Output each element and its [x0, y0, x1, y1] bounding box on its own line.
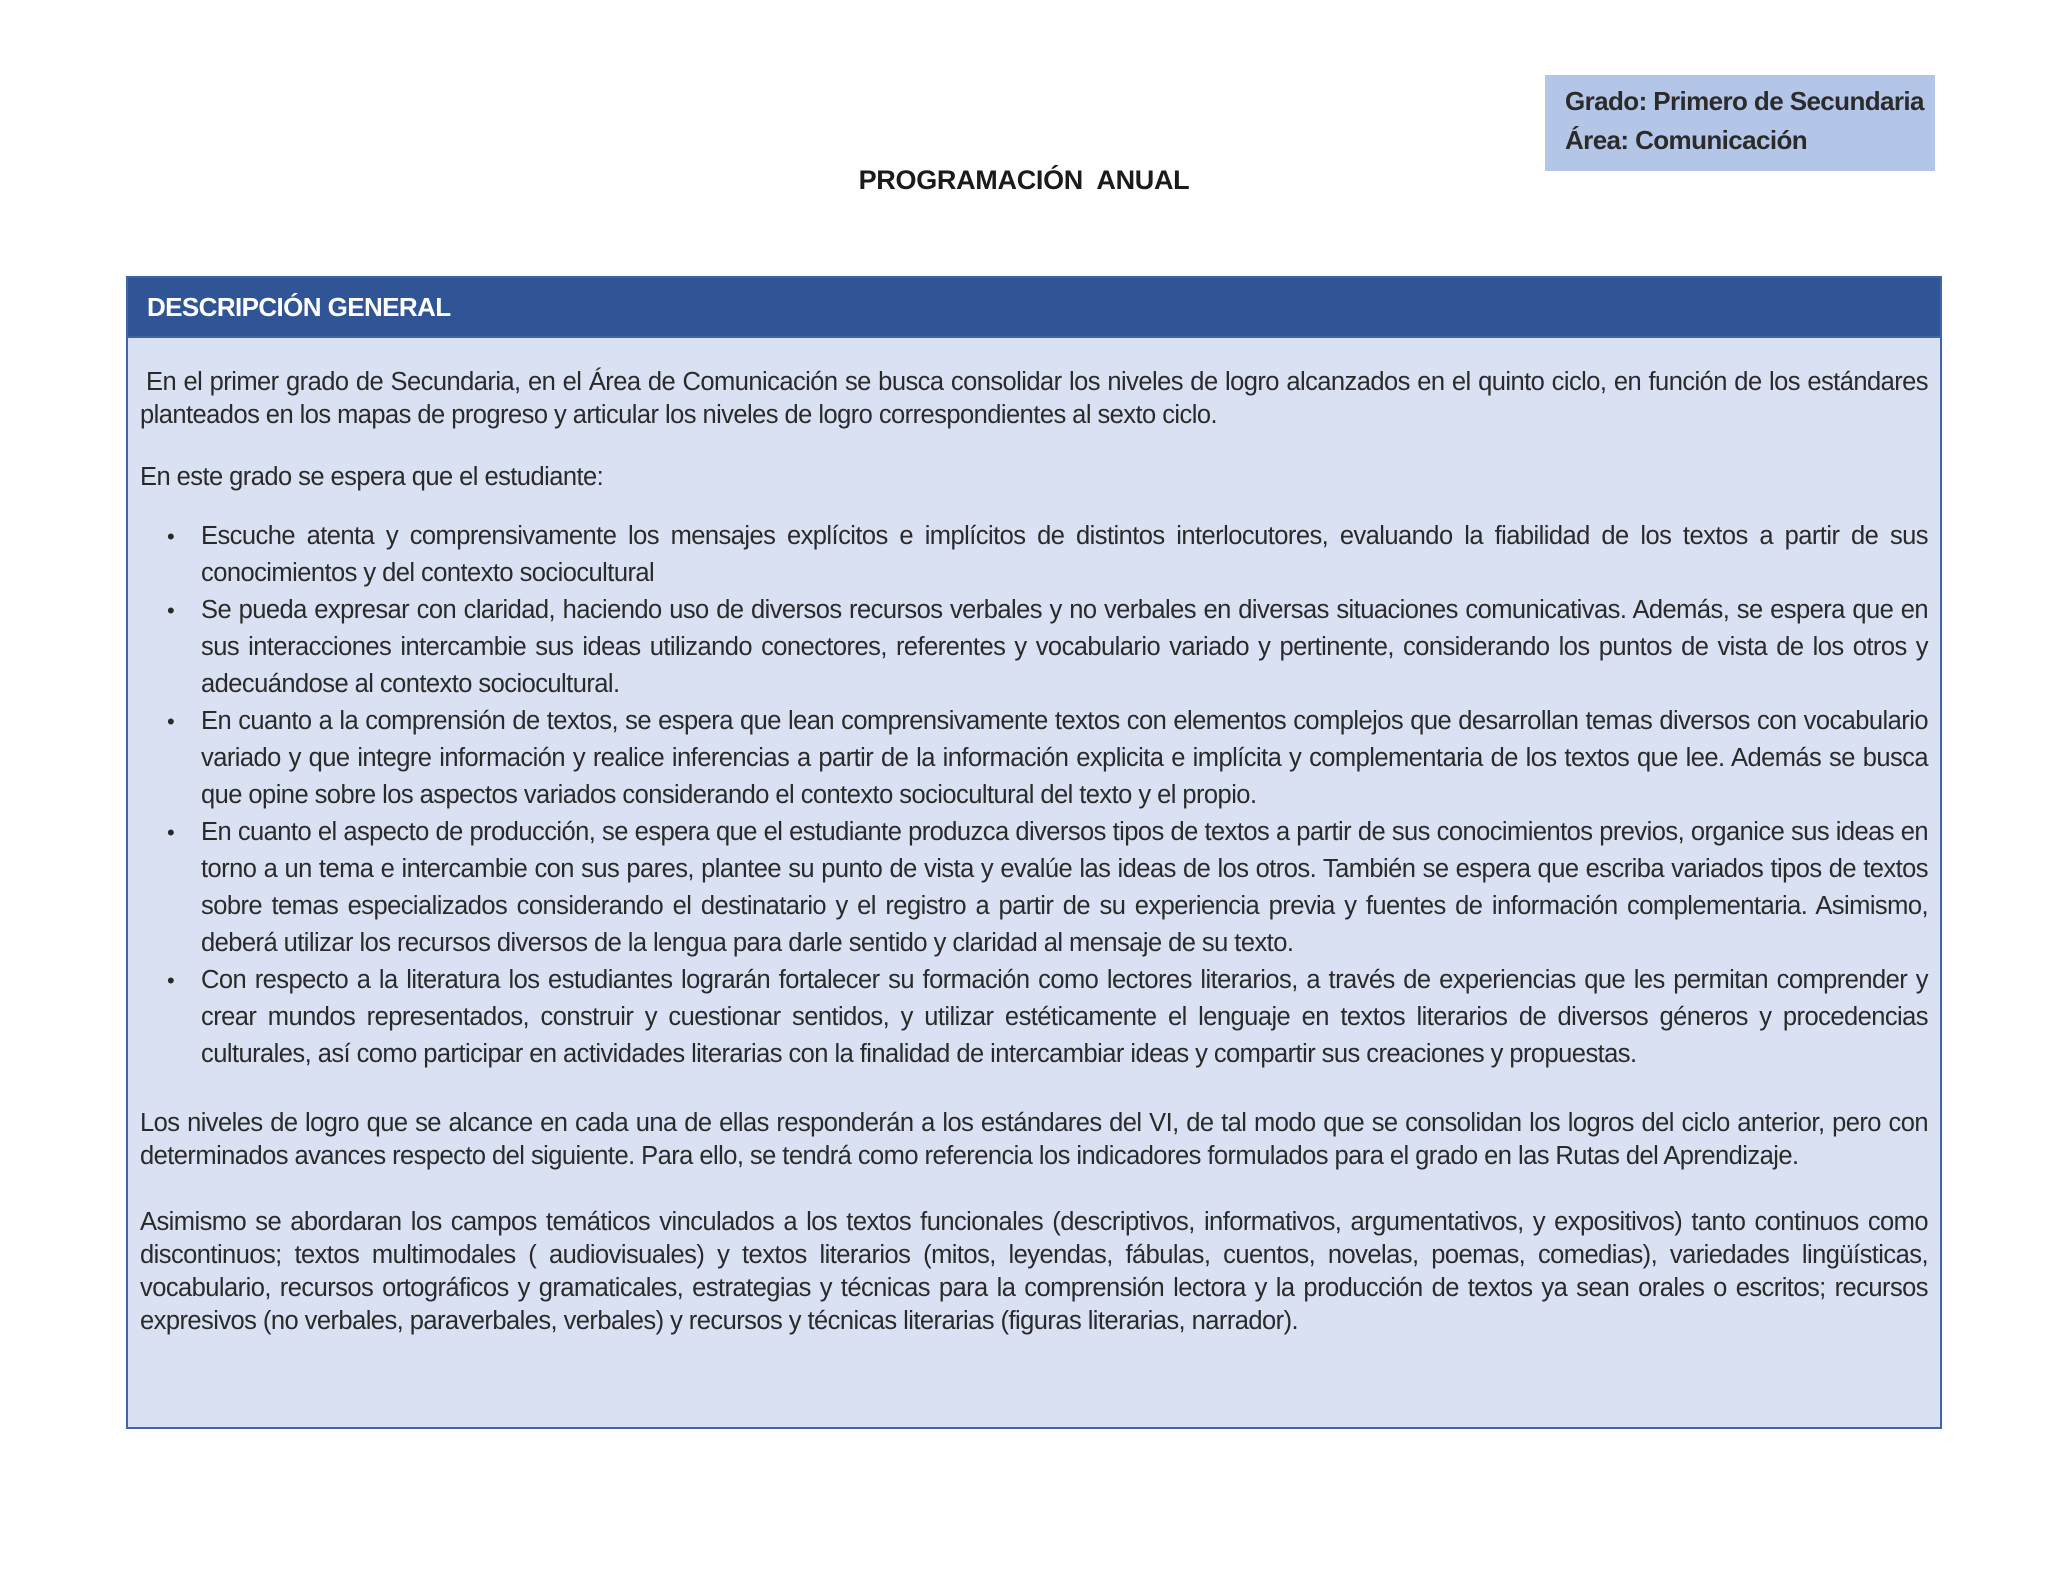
list-item: [167, 814, 1928, 962]
bullet-icon: •: [167, 820, 175, 845]
list-item-text: Escuche atenta y comprensivamente los mensajes explícitos e implícitos de distintos interlocutores, evaluando la fiabilidad de los textos a partir de sus conocimientos y del contexto sociocultural: [201, 522, 1928, 587]
expectation-lead: En este grado se espera que el estudiante:: [140, 463, 604, 491]
list-item-text: Con respecto a la literatura los estudiantes lograrán fortalecer su formación como lectores literarios, a través de experiencias que les permitan comprender y crear mundos representados, construir y cuestionar sentidos, y utilizar estéticamente el lenguaje en textos literarios de diversos géneros y procedencias culturales, así como participar en actividades literarias con la finalidad de intercambiar ideas y compartir sus creaciones y propuestas.: [201, 966, 1928, 1068]
intro-paragraph: En el primer grado de Secundaria, en el Área de Comunicación se busca consolidar los niveles de logro alcanzados en el quinto ciclo, en función de los estándares planteados en los mapas de progreso y articular los niveles de logro correspondientes al sexto ciclo.: [140, 368, 1928, 429]
list-item: [167, 703, 1928, 814]
bullet-icon: •: [167, 598, 175, 623]
list-item: [167, 962, 1928, 1073]
bullet-icon: •: [167, 709, 175, 734]
general-description-panel: [126, 276, 1942, 1429]
list-item-text: Se pueda expresar con claridad, haciendo uso de diversos recursos verbales y no verbales en diversas situaciones comunicativas. Además, se espera que en sus interacciones intercambie sus ideas utilizando conectores, referentes y vocabulario variado y pertinente, considerando los puntos de vista de los otros y adecuándose al contexto sociocultural.: [201, 596, 1928, 698]
grade-label: Grado: Primero de Secundaria: [1565, 86, 1924, 116]
section-body: [128, 366, 1940, 1338]
area-label: Área: Comunicación: [1565, 125, 1808, 155]
list-item: [167, 592, 1928, 703]
bullet-icon: •: [167, 524, 175, 549]
page-title: PROGRAMACIÓN ANUAL: [858, 165, 1190, 195]
achievement-levels-paragraph: Los niveles de logro que se alcance en cada una de ellas responderán a los estándares del VI, de tal modo que se consolidan los logros del ciclo anterior, pero con determinados avances respecto del siguiente. Para ello, se tendrá como referencia los indicadores formulados para el grado en las Rutas del Aprendizaje.: [140, 1109, 1928, 1170]
list-item: [167, 518, 1928, 592]
bullet-icon: •: [167, 968, 175, 993]
list-item-text: En cuanto a la comprensión de textos, se espera que lean comprensivamente textos con elementos complejos que desarrollan temas diversos con vocabulario variado y que integre información y realice inferencias a partir de la información explicita e implícita y complementaria de los textos que lee. Además se busca que opine sobre los aspectos variados considerando el contexto sociocultural del texto y el propio.: [201, 707, 1928, 809]
list-item-text: En cuanto el aspecto de producción, se espera que el estudiante produzca diversos tipos de textos a partir de sus conocimientos previos, organice sus ideas en torno a un tema e intercambie con sus pares, plantee su punto de vista y evalúe las ideas de los otros. También se espera que escriba variados tipos de textos sobre temas especializados considerando el destinatario y el registro a partir de su experiencia previa y fuentes de información complementaria. Asimismo, deberá utilizar los recursos diversos de la lengua para darle sentido y claridad al mensaje de su texto.: [201, 818, 1928, 957]
grade-area-box: [1545, 75, 1935, 171]
expectations-list: [140, 518, 1928, 1073]
section-heading: DESCRIPCIÓN GENERAL: [128, 278, 1940, 338]
thematic-fields-paragraph: Asimismo se abordaran los campos temáticos vinculados a los textos funcionales (descriptivos, informativos, argumentativos, y expositivos) tanto continuos como discontinuos; textos multimodales ( audiovisuales) y textos literarios (mitos, leyendas, fábulas, cuentos, novelas, poemas, comedias), variedades lingüísticas, vocabulario, recursos ortográficos y gramaticales, estrategias y técnicas para la comprensión lectora y la producción de textos ya sean orales o escritos; recursos expresivos (no verbales, paraverbales, verbales) y recursos y técnicas literarias (figuras literarias, narrador).: [140, 1208, 1928, 1335]
